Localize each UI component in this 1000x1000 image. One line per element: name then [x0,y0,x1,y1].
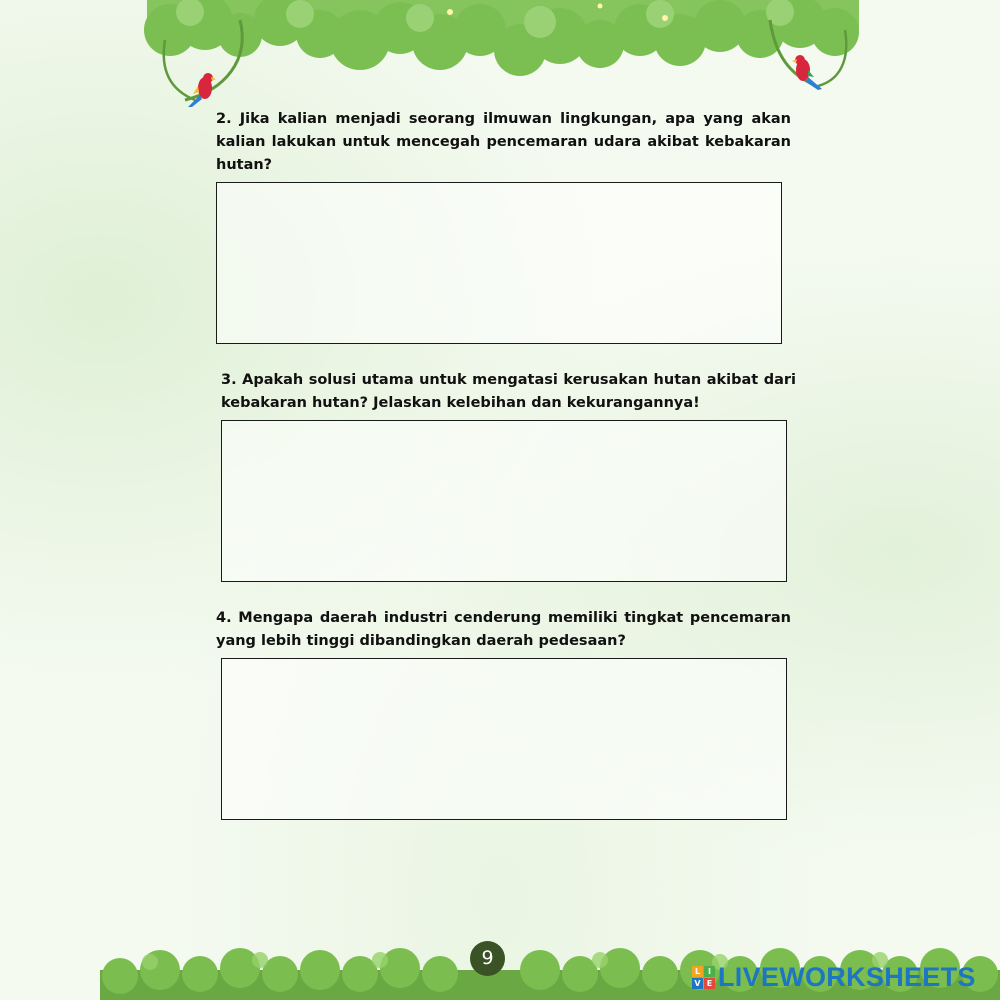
question-3-text [221,369,796,415]
parrot-icon [188,73,216,107]
question-4-prompt: Mengapa daerah industri cenderung memiliki tingkat pencemaran yang lebih tinggi dibandingkan daerah pedesaan? [216,610,791,649]
question-4-number: 4. [216,610,232,626]
leaf-canopy-icon [0,0,1000,110]
question-2-prompt: Jika kalian menjadi seorang ilmuwan lingkungan, apa yang akan kalian lakukan untuk mencegah pencemaran udara akibat kebakaran hutan? [216,111,791,173]
question-3-prompt: Apakah solusi utama untuk mengatasi kerusakan hutan akibat dari kebakaran hutan? Jelaskan kelebihan dan kekurangannya! [221,372,796,411]
liveworksheets-brand [692,960,976,994]
question-4-text [216,607,791,653]
answer-box-4[interactable] [221,658,787,820]
question-2-number: 2. [216,111,232,127]
answer-box-2[interactable] [216,182,782,344]
question-3-number: 3. [221,372,237,388]
page-number: 9 [470,941,505,976]
answer-box-3[interactable] [221,420,787,582]
question-2-text [216,108,791,177]
brand-name: LIVEWORKSHEETS [718,961,976,992]
liveworksheets-logo-icon: L I V E [692,966,715,989]
